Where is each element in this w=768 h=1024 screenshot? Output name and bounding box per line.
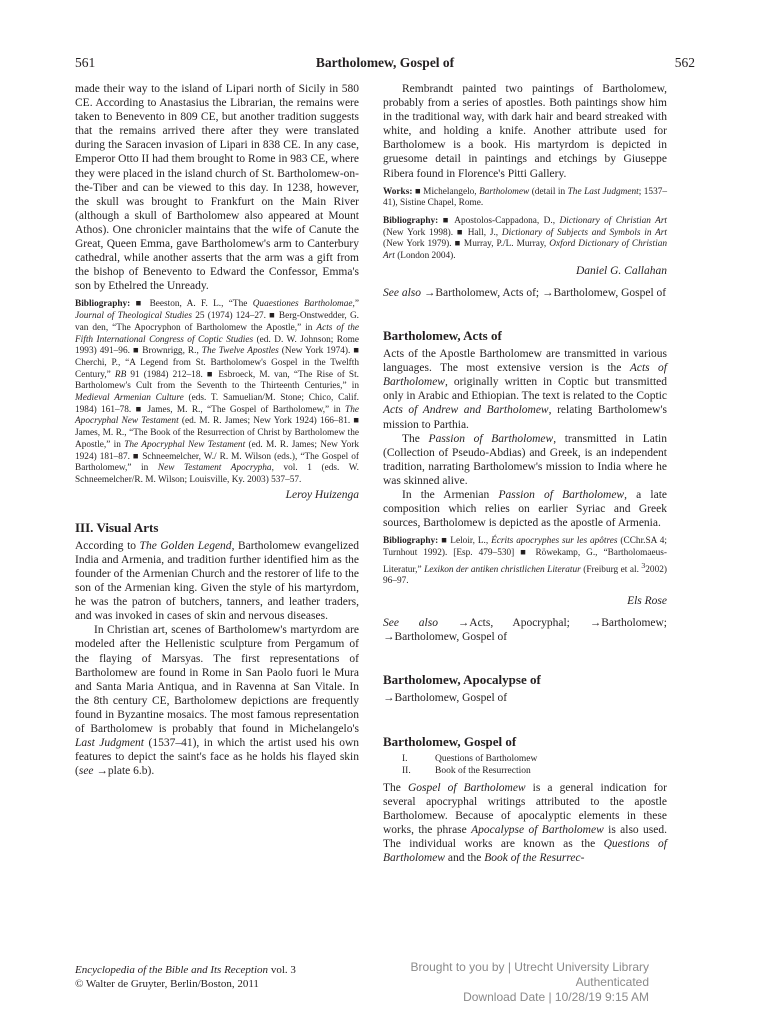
right-column xyxy=(383,82,667,865)
see-also-2: See also →Acts, Apocryphal; →Bartholomew; →Bartholomew, Gospel of xyxy=(383,617,667,644)
paragraph-acts-3: In the Armenian Passion of Bartholomew, a late composition which relies on earlier Syriac and Greek sources, Bartholomew is depicted as the apostle of Armenia. xyxy=(383,489,667,530)
publication-footer: Encyclopedia of the Bible and Its Reception vol. 3 © Walter de Gruyter, Berlin/Boston, 2011 xyxy=(75,964,296,990)
cross-reference-link[interactable]: →Bartholomew, Gospel of xyxy=(383,692,508,705)
bibliography-rose: Bibliography: ■ Leloir, L., Écrits apocryphes sur les apôtres (CChr.SA 4; Turnhout 1992). [Esp. 479–530] ■ Röwekamp, G., “Bartholomaeus-Literatur,” Lexikon der antiken christlichen Literatur (Freiburg et al. $^3$2002) 96–97. xyxy=(383,536,667,587)
table-of-contents xyxy=(383,753,667,777)
download-watermark: Brought to you by | Utrecht University Library Authenticated Download Date | 10/28/19 9:15 AM xyxy=(410,960,649,1004)
cross-reference-link[interactable]: →Acts, Apocryphal; →Bartholomew; →Bartholomew, Gospel of xyxy=(383,617,667,644)
paragraph-acts-2: The Passion of Bartholomew, transmitted in Latin (Collection of Pseudo-Abdias) and Greek, is an independent tradition, narrating Bartholomew's mission to India where he was skinned alive. xyxy=(383,432,667,487)
paragraph-visual-1: According to The Golden Legend, Bartholomew evangelized India and Armenia, and tradition further identified him as the founder of the Armenian Church and the restorer of life to the son of the Armenian king. Given the style of his martyrdom, he was the patron of butchers, tanners, and leather traders, and was invoked in cases of skin and nervous diseases. xyxy=(75,539,359,623)
cross-reference-link[interactable]: →Bartholomew, Acts of; →Bartholomew, Gospel of xyxy=(421,286,667,299)
paragraph-relics: made their way to the island of Lipari north of Sicily in 580 CE. According to Anastasius the Librarian, the remains were taken to Benevento in 809 CE, but another tradition suggests that the remains arrived there after they were translated during the Saracen invasion of Lipari in 838 CE. In any case, Emperor Otto II had them brought to Rome in 983 CE, where they were placed in the island church of St. Bartholomew-on-the-Tiber and can be viewed to this day. In 1238, however, the skull was brought to Frankfurt on the Main River (although a skull of Bartholomew also appeared at Mount Athos). One chronicler maintains that the wife of Canute the Great, Queen Emma, gave Bartholomew's arm to Canterbury cathedral, while another asserts that the arm was a gift from the bishop of Benevento to Edward the Confessor, Emma's son by Ethelred the Unready. xyxy=(75,83,359,293)
page-number-left: 561 xyxy=(75,55,96,70)
entry-heading-acts: Bartholomew, Acts of xyxy=(383,328,502,344)
paragraph-visual-2: In Christian art, scenes of Bartholomew's martyrdom are modeled after the Hellenistic sculpture from Pergamum of the flaying of Marsyas. The first representations of Bartholomew are found in Rome in San Paolo fuori le Mura and Santa Maria Antiqua, and in Ravenna at San Vitale. In the 8th century CE, Bartholomew depictions are frequently found in Byzantine mosaics. The most famous representation of Bartholomew is probably that found in Michelangelo's Last Judgment (1537–41), in which the artist used his own features to depict the saint's face as he holds his flayed skin (see →plate 6.b). xyxy=(75,624,360,778)
running-title: Bartholomew, Gospel of xyxy=(315,55,455,70)
toc-item[interactable]: II. Book of the Resurrection xyxy=(402,765,531,776)
author-signature: Daniel G. Callahan xyxy=(575,264,667,277)
paragraph-gospel-1: The Gospel of Bartholomew is a general indication for several apocryphal writings attributed to the apostle Bartholomew. Because of apocalyptic elements in these works, the phrase Apocalypse of Bartholomew is also used. The individual works are known as the Questions of Bartholomew and the Book of the Resurrec- xyxy=(383,781,667,865)
paragraph-acts-1: Acts of the Apostle Bartholomew are transmitted in various languages. The most extensive version is the Acts of Bartholomew, originally written in Coptic but transmitted only in Arabic and Ethiopian. The text is related to the Coptic Acts of Andrew and Bartholomew, relating Bartholomew's mission to Parthia. xyxy=(383,348,667,431)
left-column xyxy=(75,82,359,778)
running-header xyxy=(75,55,695,75)
works-list: Works: ■ Michelangelo, Bartholomew (detail in The Last Judgment; 1537–41), Sistine Chapel, Rome. xyxy=(383,186,668,209)
bibliography-huizenga: Bibliography: ■ Beeston, A. F. L., “The Quaestiones Bartholomae,” Journal of Theological Studies 25 (1974) 124–27. ■ Berg-Onstwedder, G. van den, “The Apocryphon of Bartholomew the Apostle,” in Acts of the Fifth International Congress of Coptic Studies (ed. D. W. Johnson; Rome 1993) 491–96. ■ Brownrigg, R., The Twelve Apostles (New York 1974). ■ Cherchi, P., “A Legend from St. Bartholomew's Gospel in the Twelfth Century,” RB 91 (1984) 212–18. ■ Esbroeck, M. van, “The Rise of St. Bartholomew's Cult from the Seventh to the Thirteenth Centuries,” in Medieval Armenian Culture (eds. T. Samuelian/M. Stone; Chico, Calif. 1984) 161–78. ■ James, M. R., “The Gospel of Bartholomew,” in The Apocryphal New Testament (ed. M. R. James; New York 1924) 166–81. ■ James, M. R., “The Book of the Resurrection of Christ by Bartholomew the Apostle,” in The Apocryphal New Testament (ed. M. R. James; New York 1924) 181–87. ■ Schneemelcher, W./ R. M. Wilson (eds.), “The Gospel of Bartholomew,” in New Testament Apocrypha, vol. 1 (eds. W. Schneemelcher/R. M. Wilson; Louisville, Ky. 2003) 537–57. xyxy=(75,299,359,485)
author-signature: Leroy Huizenga xyxy=(285,488,359,501)
bibliography-callahan: Bibliography: ■ Apostolos-Cappadona, D., Dictionary of Christian Art (New York 1998). ■ Hall, J., Dictionary of Subjects and Symbols in Art (New York 1979). ■ Murray, P./L. Murray, Oxford Dictionary of Christian Art (London 2004). xyxy=(383,216,668,262)
entry-heading-apocalypse: Bartholomew, Apocalypse of xyxy=(383,672,541,688)
paragraph-rembrandt: Rembrandt painted two paintings of Bartholomew, probably from a series of apostles. Both paintings show him in the traditional way, with dark hair and beard streaked with white, and holding a knife. Another attribute used for Bartholomew is a book. His martyrdom is depicted in gruesome detail in paintings and etchings by Giuseppe Ribera found in Florence's Pitti Gallery. xyxy=(383,83,667,180)
author-signature: Els Rose xyxy=(627,595,667,608)
toc-item[interactable]: I. Questions of Bartholomew xyxy=(402,753,538,764)
page-number-right: 562 xyxy=(674,55,695,70)
entry-heading-gospel: Bartholomew, Gospel of xyxy=(383,733,517,749)
section-heading-visual-arts: III. Visual Arts xyxy=(75,519,159,535)
see-also-1: See also →Bartholomew, Acts of; →Bartholomew, Gospel of xyxy=(383,286,667,299)
